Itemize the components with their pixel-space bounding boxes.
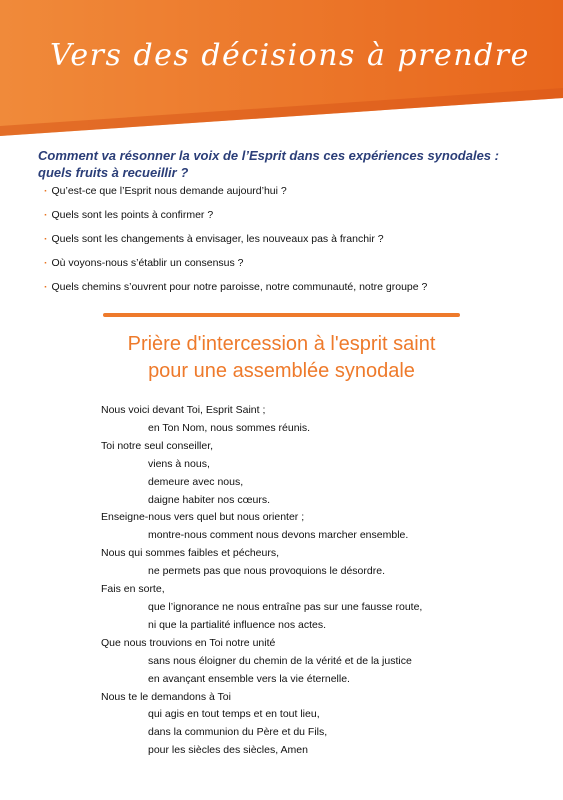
page-title: Vers des décisions à prendre [50,38,530,73]
prayer-line: en avançant ensemble vers la vie éternelle. [148,672,350,685]
prayer-line: que l’ignorance ne nous entraîne pas sur une fausse route, [148,600,423,613]
bullet-icon: · [44,185,48,197]
prayer-title-line-2: pour une assemblée synodale [148,360,415,382]
prayer-line: demeure avec nous, [148,475,244,488]
prayer-body [101,402,531,760]
prayer-line: Fais en sorte, [101,583,165,596]
prayer-line: dans la communion du Père et du Fils, [148,726,328,739]
prayer-line: Enseigne-nous vers quel but nous orienter ; [101,511,305,524]
prayer-line: viens à nous, [148,457,210,470]
prayer-line: qui agis en tout temps et en tout lieu, [148,708,320,721]
questions-list [44,184,554,304]
questions-heading: Comment va résonner la voix de l’Esprit dans ces expériences synodales : quels fruits à recueillir ? [38,148,499,180]
section-divider [103,313,460,317]
list-item [44,184,554,208]
prayer-line: Que nous trouvions en Toi notre unité [101,636,276,649]
list-item-text: Quels chemins s’ouvrent pour notre paroisse, notre communauté, notre groupe ? [51,281,428,293]
list-item [44,256,554,280]
list-item-text: Où voyons-nous s’établir un consensus ? [51,257,244,269]
prayer-line: pour les siècles des siècles, Amen [148,744,308,757]
prayer-line: ne permets pas que nous provoquions le désordre. [148,565,385,578]
bullet-icon: · [44,209,48,221]
bullet-icon: · [44,257,48,269]
prayer-line: Nous qui sommes faibles et pécheurs, [101,547,280,560]
prayer-title [40,331,523,385]
prayer-line: Nous te le demandons à Toi [101,690,231,703]
prayer-line: ni que la partialité influence nos actes. [148,618,327,631]
prayer-line: en Ton Nom, nous sommes réunis. [148,421,311,434]
prayer-line: daigne habiter nos cœurs. [148,493,270,506]
prayer-title-line-1: Prière d'intercession à l'esprit saint [127,333,436,355]
bullet-icon: · [44,281,48,293]
list-item-text: Quels sont les points à confirmer ? [51,209,214,221]
list-item [44,232,554,256]
list-item [44,280,554,304]
prayer-line: sans nous éloigner du chemin de la vérité et de la justice [148,654,412,667]
prayer-line: Toi notre seul conseiller, [101,439,214,452]
prayer-line: montre-nous comment nous devons marcher ensemble. [148,529,409,542]
list-item [44,208,554,232]
header-banner [0,0,563,140]
prayer-line: Nous voici devant Toi, Esprit Saint ; [101,404,266,416]
list-item-text: Qu’est-ce que l’Esprit nous demande aujourd’hui ? [51,185,287,197]
bullet-icon: · [44,233,48,245]
list-item-text: Quels sont les changements à envisager, les nouveaux pas à franchir ? [51,233,384,245]
